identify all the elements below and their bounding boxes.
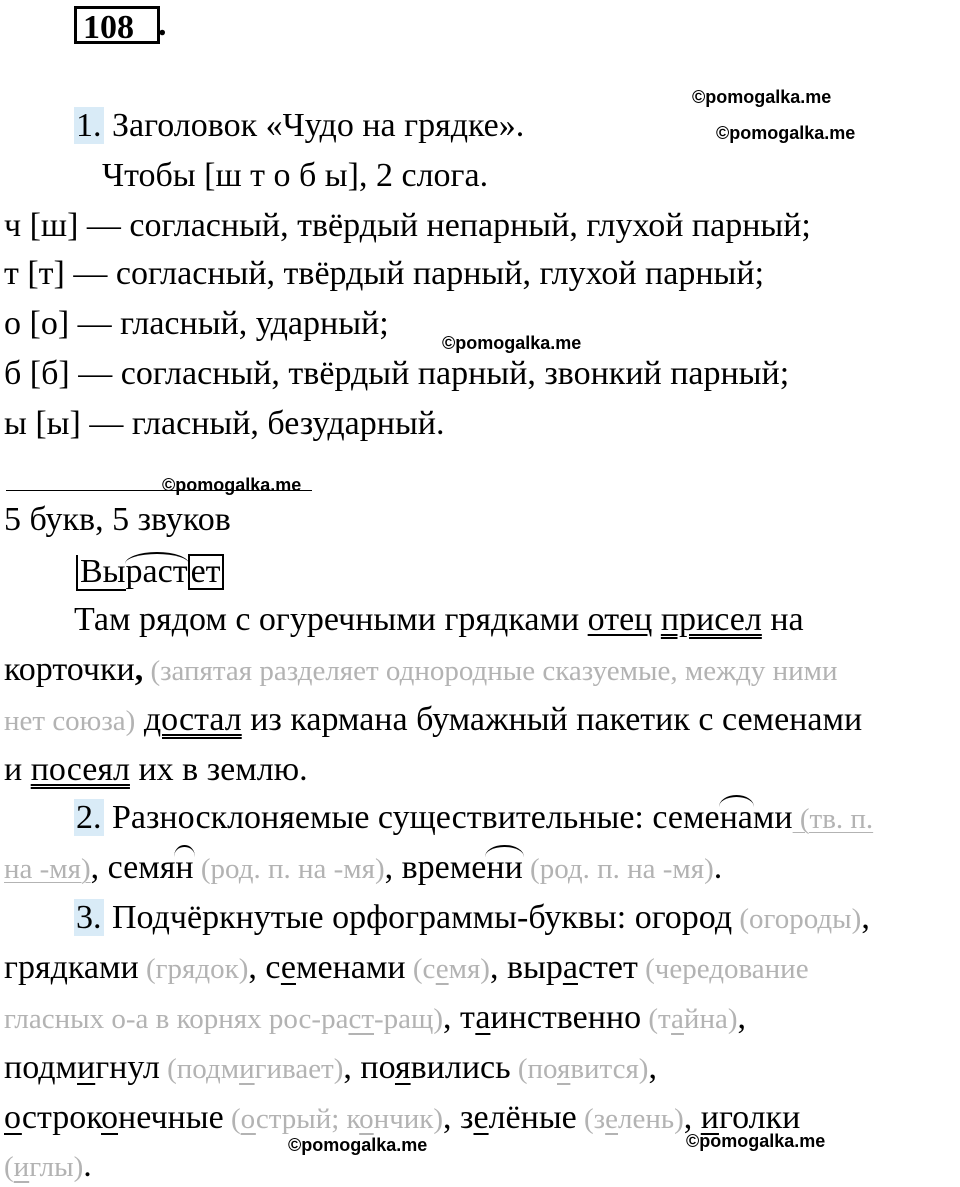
space [135, 701, 144, 738]
watermark: ©pomogalka.me [716, 123, 856, 143]
word-text: Подчёркнутые орфограммы-буквы: огоро [103, 899, 715, 936]
sentence-line-2 [4, 650, 838, 691]
check-letter: о [359, 1103, 374, 1135]
word-text: , з [443, 1099, 474, 1136]
word-ending: ми [752, 799, 793, 836]
sentence-text: Там рядом с огуречными грядками [74, 601, 588, 638]
orthogram-letter: а [475, 999, 491, 1036]
word-text: голки [718, 1099, 801, 1136]
orthogram-letter: е [280, 949, 296, 986]
task2-text: Разносклоняемые существительные: семе [103, 799, 720, 836]
check-letter: д [817, 903, 833, 935]
check-letter: и [13, 1151, 30, 1183]
word-text: , [648, 1049, 657, 1086]
case-note-cont: на -мя) [4, 853, 91, 885]
word-text: гнул [95, 1049, 160, 1086]
check-word-note: -ращ) [374, 1003, 444, 1035]
sound-line: о [о] — гласный, ударный; [4, 305, 389, 342]
word-text: , т [443, 999, 476, 1036]
check-letter: е [435, 953, 449, 985]
word-text: , време [384, 849, 487, 886]
sentence-line-4 [4, 750, 308, 790]
sentence-line-3 [4, 700, 862, 741]
word-text: , семя [90, 849, 176, 886]
suffix-mark: н [175, 849, 194, 886]
predicate-word: посеял [30, 751, 130, 788]
comma-mark: , [134, 651, 144, 688]
subject-word: отец [587, 601, 653, 638]
word-text: менами [295, 949, 406, 986]
check-word-note: стрый; к [255, 1103, 360, 1135]
task2-number: 2. [76, 799, 102, 836]
word-text: , с [248, 949, 281, 986]
sentence-text: из кармана бумажный пакетик с семенами [241, 701, 863, 738]
case-note: (род. п. на -мя) [193, 853, 385, 885]
case-note: (род. п. на -мя) [522, 853, 714, 885]
task3-number: 3. [76, 899, 102, 936]
task3-line [4, 1048, 657, 1089]
word-text: нечные [118, 1099, 224, 1136]
orthogram-letter: д [50, 949, 68, 986]
watermark: ©pomogalka.me [442, 333, 582, 353]
check-letter: я [557, 1053, 571, 1085]
sentence-line-1 [74, 600, 804, 640]
word-text: гря [4, 949, 51, 986]
check-word-note: (чередование [637, 953, 809, 985]
check-letter: а [671, 1003, 684, 1035]
morph-word [76, 552, 224, 592]
task1-heading [74, 106, 524, 146]
check-word-note: (гря [138, 953, 196, 985]
check-word-note: (т [641, 1003, 672, 1035]
check-word-note: ы) [832, 903, 862, 935]
sentence-text: на [761, 601, 804, 638]
word-text: инственно [490, 999, 642, 1036]
check-word-note: (с [405, 953, 436, 985]
word-text: . [83, 1147, 92, 1184]
check-word-note: ( [223, 1103, 241, 1135]
orthogram-letter: е [473, 1099, 489, 1136]
check-word-note: йна) [683, 1003, 738, 1035]
orthogram-letter: а [562, 949, 578, 986]
check-word-note: (огоро [732, 903, 818, 935]
check-word-note: нчик) [373, 1103, 444, 1135]
sound-line: ч [ш] — согласный, твёрдый непарный, глухой парный; [4, 207, 811, 244]
check-word-note: (з [576, 1103, 606, 1135]
predicate-word: присел [660, 601, 762, 638]
task1-word-line: Чтобы [ш т о б ы], 2 слога. [102, 157, 489, 194]
task3-line [4, 1146, 92, 1187]
orthogram-letter: о [101, 1099, 119, 1136]
watermark: ©pomogalka.me [692, 87, 832, 107]
orthogram-letter: о [4, 1099, 22, 1136]
comma-note-cont: нет союза) [4, 705, 136, 737]
check-word-note: мя) [448, 953, 490, 985]
exercise-number: 108 [74, 6, 160, 44]
orthogram-letter: я [394, 1049, 411, 1086]
watermark: ©pomogalka.me [288, 1135, 428, 1155]
comma-note: (запятая разделяет однородные сказуемые, между ними [143, 655, 838, 687]
check-letter: и [239, 1053, 255, 1085]
check-letter: о [240, 1103, 256, 1135]
watermark: ©pomogalka.me [162, 475, 302, 495]
orthogram-letter: д [714, 899, 733, 936]
sentence-text: корточки [4, 651, 135, 688]
check-word-note: лень) [618, 1103, 684, 1135]
word-text: , [683, 1099, 701, 1136]
check-letter: ст [348, 1003, 375, 1035]
task3-line [4, 948, 809, 989]
check-word-note: глы) [29, 1151, 84, 1183]
word-text: , по [343, 1049, 395, 1086]
sound-line: б [б] — согласный, твёрдый парный, звонкий парный; [4, 355, 790, 392]
space [652, 601, 661, 638]
check-word-note: ок) [210, 953, 249, 985]
divider-line [6, 490, 312, 491]
word-text: стет [577, 949, 638, 986]
word-text: , выр [489, 949, 563, 986]
sound-line: т [т] — согласный, твёрдый парный, глухой парный; [4, 255, 765, 292]
word-text: подм [4, 1049, 78, 1086]
suffix-mark: на [719, 799, 753, 836]
sentence-text: и [4, 751, 31, 788]
task3-line [74, 898, 870, 939]
sentence-text: их в землю. [129, 751, 308, 788]
period: . [713, 849, 723, 886]
orthogram-letter: и [700, 1099, 719, 1136]
task1-number: 1. [76, 107, 102, 144]
word-text: , [737, 999, 746, 1036]
check-word-note: гивает) [254, 1053, 344, 1085]
check-word-note: (подм [159, 1053, 240, 1085]
sound-line: ы [ы] — гласный, безударный. [4, 405, 445, 442]
morph-ending: ет [188, 554, 224, 590]
check-word-note: вится) [570, 1053, 649, 1085]
check-word-note: (по [510, 1053, 557, 1085]
check-word-note: ( [4, 1151, 14, 1183]
letters-sounds-count: 5 букв, 5 звуков [4, 501, 231, 538]
task3-line [4, 1098, 800, 1139]
task1-title: Заголовок «Чудо на грядке». [103, 107, 525, 144]
predicate-word: достал [143, 701, 242, 738]
morph-prefix: Вы [76, 555, 126, 591]
word-text: ками [67, 949, 139, 986]
word-text: вились [410, 1049, 511, 1086]
case-note: (тв. п. [792, 803, 874, 835]
orthogram-letter: и [77, 1049, 96, 1086]
suffix-mark: ни [486, 849, 523, 886]
watermark: ©pomogalka.me [686, 1131, 826, 1151]
word-text: лёные [488, 1099, 577, 1136]
morph-root: раст [125, 553, 188, 590]
exercise-number-dot: . [158, 6, 167, 43]
check-letter: е [605, 1103, 619, 1135]
task3-line [4, 998, 746, 1039]
task2-line-1 [74, 798, 873, 839]
word-text: , [861, 899, 870, 936]
task2-line-2 [4, 848, 722, 889]
word-text: строк [21, 1099, 102, 1136]
check-letter: д [195, 953, 211, 985]
check-word-note: гласных о-а в корнях рос-ра [4, 1003, 349, 1035]
